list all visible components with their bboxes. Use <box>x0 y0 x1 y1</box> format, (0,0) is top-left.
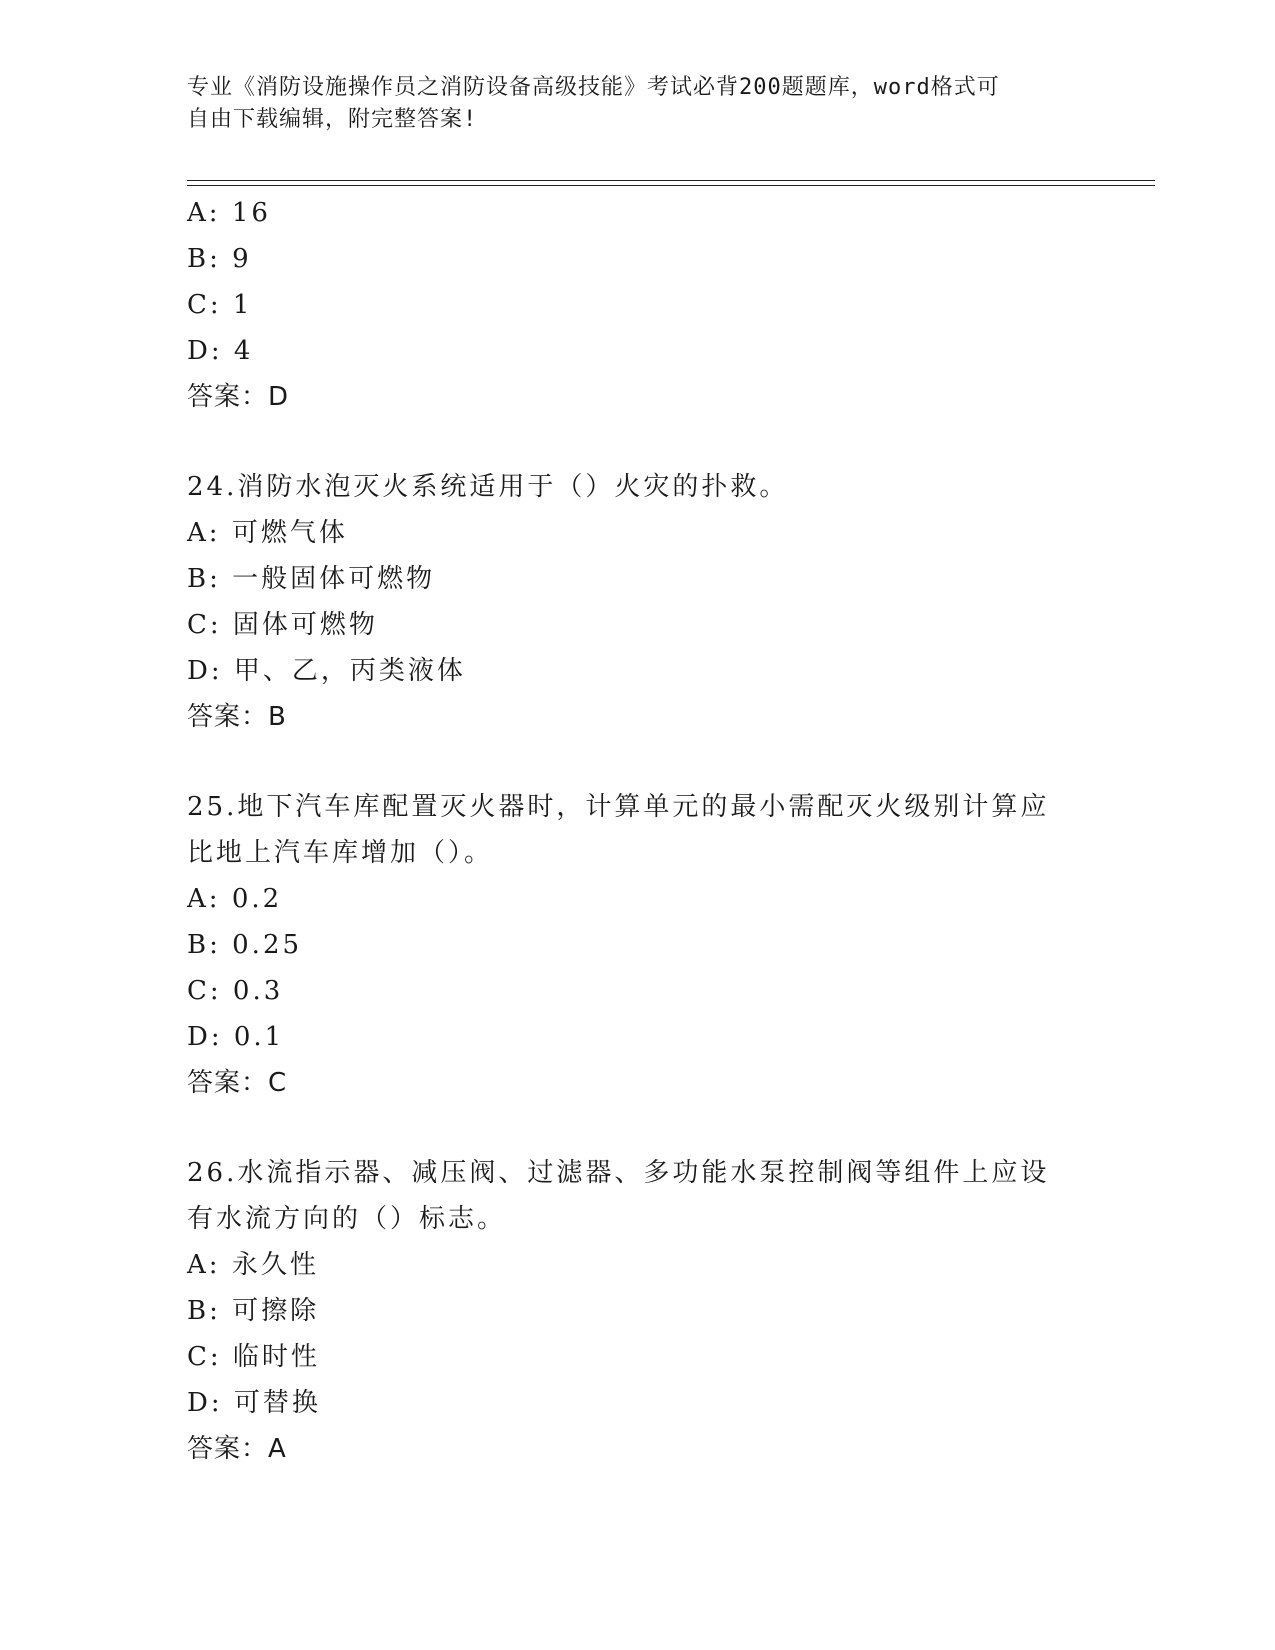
option-text: 甲、乙，丙类液体 <box>233 656 466 686</box>
option-label: D: <box>187 336 223 366</box>
option-label: B: <box>187 1296 221 1326</box>
question-stem: 25.地下汽车库配置灭火器时，计算单元的最小需配灭火级别计算应比地上汽车库增加（）。 <box>187 792 1050 868</box>
option-label: C: <box>187 290 222 320</box>
option-a <box>187 876 1087 922</box>
option-b <box>187 922 1087 968</box>
option-text: 0.1 <box>233 1022 285 1052</box>
option-a <box>187 1242 1087 1288</box>
header-line-2: 自由下载编辑，附完整答案! <box>187 107 478 132</box>
question-26 <box>187 1150 1087 1472</box>
option-label: B: <box>187 244 221 274</box>
option-label: C: <box>187 976 222 1006</box>
option-d <box>187 1014 1087 1060</box>
answer-line: 答案：C <box>187 1068 288 1098</box>
answer-line: 答案：D <box>187 382 290 412</box>
question-list <box>187 190 1087 1472</box>
option-text: 0.3 <box>232 976 284 1006</box>
option-text: 0.25 <box>232 930 303 960</box>
option-label: C: <box>187 1342 222 1372</box>
option-c <box>187 282 1087 328</box>
option-c <box>187 602 1087 648</box>
option-a <box>187 190 1087 236</box>
option-text: 固体可燃物 <box>232 610 378 640</box>
question-23 <box>187 190 1087 420</box>
option-d <box>187 648 1087 694</box>
option-label: B: <box>187 930 221 960</box>
option-b <box>187 236 1087 282</box>
option-text: 可替换 <box>233 1388 321 1418</box>
question-stem: 26.水流指示器、减压阀、过滤器、多功能水泵控制阀等组件上应设有水流方向的（）标志。 <box>187 1158 1050 1234</box>
answer-line: 答案：A <box>187 1434 287 1464</box>
option-d <box>187 328 1087 374</box>
option-text: 可燃气体 <box>231 518 348 548</box>
question-25 <box>187 784 1087 1106</box>
option-text: 4 <box>233 336 254 366</box>
option-c <box>187 968 1087 1014</box>
option-label: A: <box>187 518 221 548</box>
document-header <box>187 72 1067 136</box>
option-text: 临时性 <box>232 1342 320 1372</box>
header-divider-bottom <box>187 185 1155 186</box>
question-stem: 24.消防水泡灭火系统适用于（）火灾的扑救。 <box>187 472 789 502</box>
option-label: A: <box>187 884 221 914</box>
option-label: D: <box>187 656 223 686</box>
question-24 <box>187 464 1087 740</box>
option-label: A: <box>187 198 221 228</box>
option-text: 1 <box>232 290 253 320</box>
option-label: D: <box>187 1022 223 1052</box>
option-label: A: <box>187 1250 221 1280</box>
option-d <box>187 1380 1087 1426</box>
answer-line: 答案：B <box>187 702 287 732</box>
option-c <box>187 1334 1087 1380</box>
option-text: 一般固体可燃物 <box>232 564 436 594</box>
option-b <box>187 556 1087 602</box>
option-text: 9 <box>232 244 252 274</box>
option-text: 0.2 <box>231 884 283 914</box>
option-a <box>187 510 1087 556</box>
option-text: 永久性 <box>231 1250 319 1280</box>
option-text: 可擦除 <box>232 1296 320 1326</box>
option-text: 16 <box>231 198 271 228</box>
header-divider-top <box>187 180 1155 181</box>
option-label: C: <box>187 610 222 640</box>
option-b <box>187 1288 1087 1334</box>
option-label: B: <box>187 564 221 594</box>
header-line-1: 专业《消防设施操作员之消防设备高级技能》考试必背200题题库，word格式可 <box>187 75 1000 100</box>
option-label: D: <box>187 1388 223 1418</box>
